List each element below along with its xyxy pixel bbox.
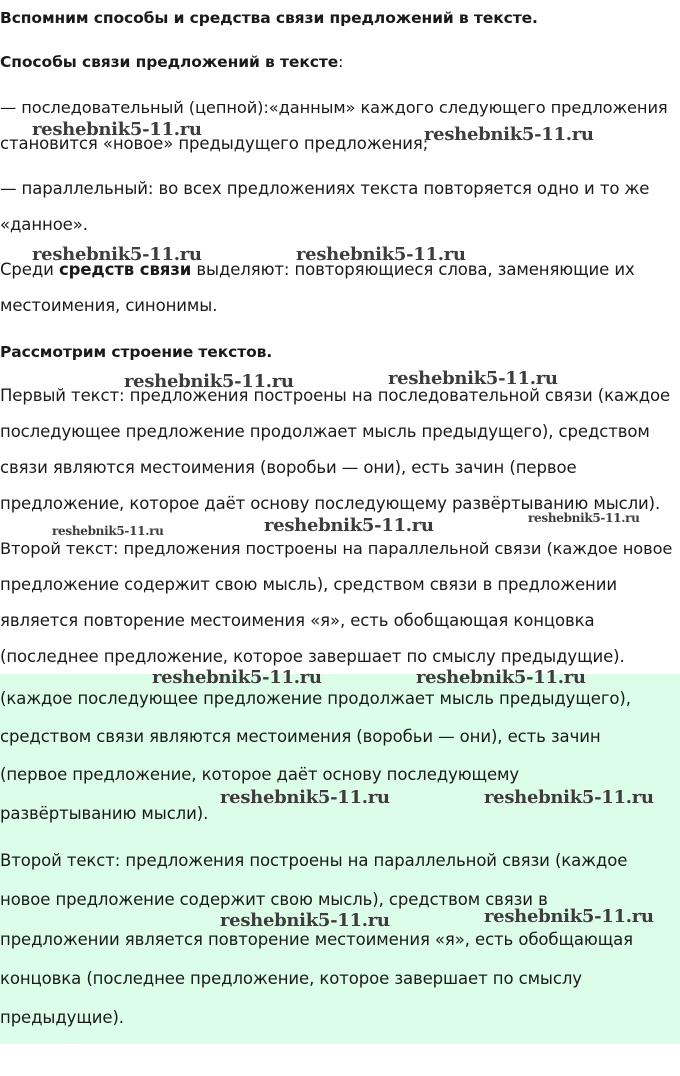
watermark-logo: reshebnik5-11.ru (32, 119, 202, 140)
answer-line: (первое предложение, которое даёт основу последующему (0, 765, 520, 784)
watermark-logo: reshebnik5-11.ru (32, 244, 202, 265)
watermark-logo: reshebnik5-11.ru (52, 524, 164, 538)
answer-line: Второй текст: предложения построены на параллельной связи (каждое (0, 851, 628, 870)
text2-line: предложение содержит свою мысль), средством связи в предложении (0, 575, 617, 594)
heading-structure: Рассмотрим строение текстов. (0, 343, 273, 361)
text2-line: является повторение местоимения «я», есть обобщающая концовка (0, 611, 595, 630)
answer-line: предыдущие). (0, 1008, 124, 1027)
text2-line: (последнее предложение, которое завершает по смыслу предыдущие). (0, 647, 625, 666)
method-sequential-line2: становится «новое» предыдущего предложения; (0, 134, 429, 153)
answer-line: концовка (последнее предложение, которое завершает по смыслу (0, 969, 582, 988)
text1-line: предложение, которое даёт основу последующему развёртыванию мысли). (0, 494, 661, 513)
watermark-logo: reshebnik5-11.ru (264, 515, 434, 536)
means-pre: Среди (0, 260, 59, 279)
heading-methods-bold: Способы связи предложений в тексте (0, 53, 339, 71)
watermark-logo: reshebnik5-11.ru (220, 910, 390, 931)
text1-line: Первый текст: предложения построены на последовательной связи (каждое (0, 386, 671, 405)
heading-methods-colon: : (338, 53, 344, 71)
text1-line: последующее предложение продолжает мысль предыдущего), средством (0, 422, 650, 441)
answer-line: новое предложение содержит свою мысль), средством связи в (0, 890, 548, 909)
heading-recall: Вспомним способы и средства связи предложений в тексте. (0, 9, 538, 27)
answer-line: развёртыванию мысли). (0, 804, 209, 823)
watermark-logo: reshebnik5-11.ru (484, 787, 654, 808)
answer-line: средством связи являются местоимения (воробьи — они), есть зачин (0, 727, 601, 746)
watermark-logo: reshebnik5-11.ru (124, 371, 294, 392)
answer-line: (каждое последующее предложение продолжает мысль предыдущего), (0, 689, 631, 708)
watermark-logo: reshebnik5-11.ru (424, 124, 594, 145)
means-paragraph-line2: местоимения, синонимы. (0, 296, 218, 315)
watermark-logo: reshebnik5-11.ru (528, 511, 640, 525)
watermark-logo: reshebnik5-11.ru (416, 667, 586, 688)
means-post: выделяют: повторяющиеся слова, заменяющие их (191, 260, 635, 279)
heading-methods (0, 44, 676, 80)
means-bold: средств связи (58, 260, 192, 279)
watermark-logo: reshebnik5-11.ru (220, 787, 390, 808)
text1-line: связи являются местоимения (воробьи — они), есть зачин (первое (0, 458, 577, 477)
text2-line: Второй текст: предложения построены на параллельной связи (каждое новое (0, 539, 673, 558)
watermark-logo: reshebnik5-11.ru (388, 368, 558, 389)
watermark-logo: reshebnik5-11.ru (152, 667, 322, 688)
watermark-logo: reshebnik5-11.ru (484, 906, 654, 927)
watermark-logo: reshebnik5-11.ru (296, 244, 466, 265)
answer-line: предложении является повторение местоимения «я», есть обобщающая (0, 930, 633, 949)
method-parallel-line2: «данное». (0, 215, 88, 234)
method-sequential-line1: — последовательный (цепной):«данным» каждого следующего предложения (0, 98, 668, 117)
method-parallel-line1: — параллельный: во всех предложениях текста повторяется одно и то же (0, 179, 650, 198)
